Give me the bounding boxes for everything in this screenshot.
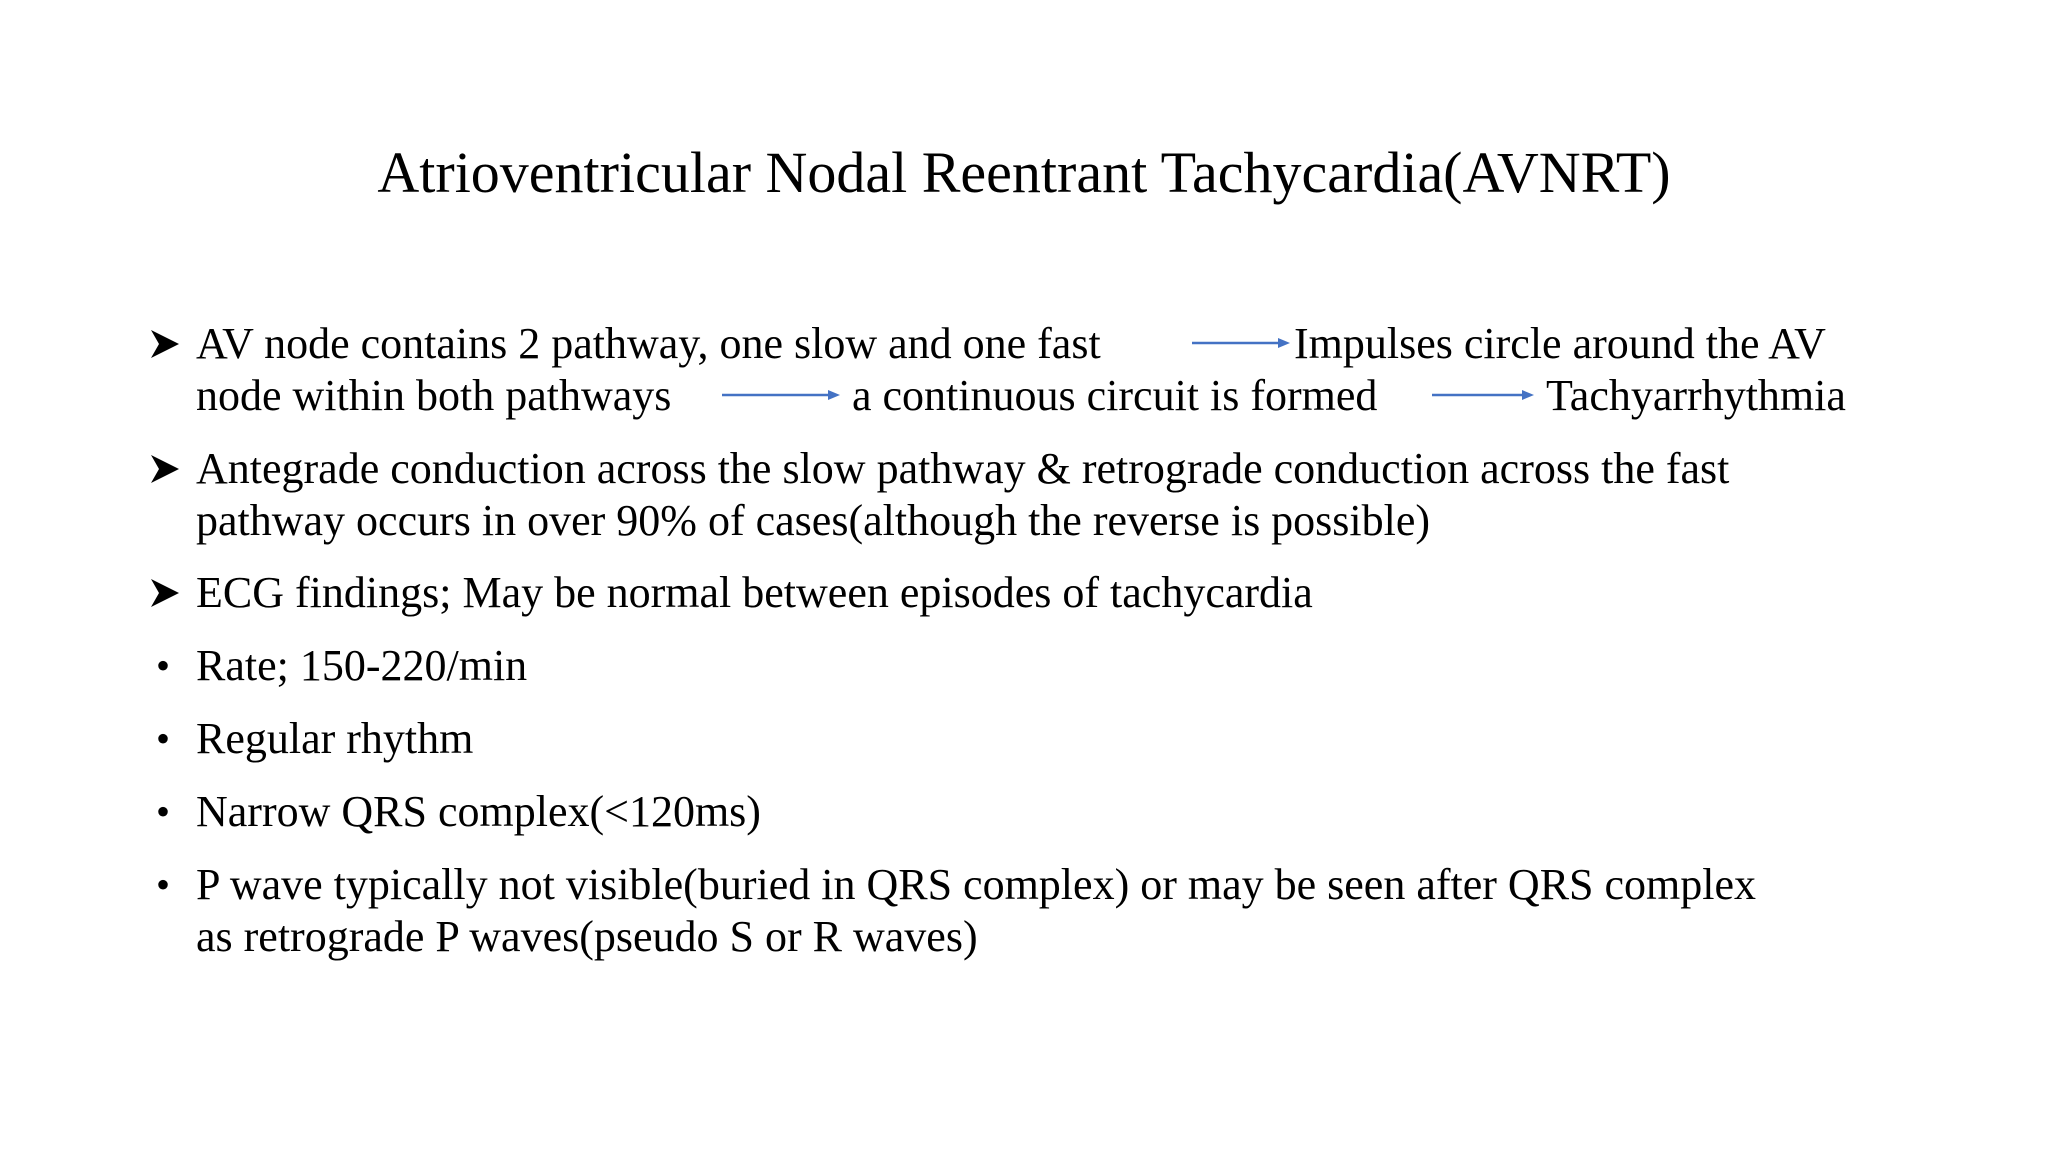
bullet-2-line-1: Antegrade conduction across the slow pathway & retrograde conduction across the fast [196,444,1730,493]
dot-bullet-icon: • [156,789,171,834]
slide-title: Atrioventricular Nodal Reentrant Tachycardia(AVNRT) [377,140,1671,205]
bullet-2-line-2: pathway occurs in over 90% of cases(although the reverse is possible) [196,496,1431,545]
bullet-4-line-1: Rate; 150-220/min [196,641,528,690]
dot-bullet-icon: • [156,643,171,688]
bullet-1-line-1-part-1: AV node contains 2 pathway, one slow and one fast [196,319,1101,368]
dot-bullet-icon: • [156,862,171,907]
flow-arrow-icon [1192,336,1292,350]
bullet-7-line-2: as retrograde P waves(pseudo S or R waves) [196,912,978,961]
arrowhead-bullet-icon [148,327,194,361]
bullet-1-line-2-part-3: Tachyarrhythmia [1546,371,1846,420]
bullet-3-line-1: ECG findings; May be normal between episodes of tachycardia [196,568,1313,617]
bullet-1-line-2-part-2: a continuous circuit is formed [852,371,1378,420]
bullet-6-line-1: Narrow QRS complex(<120ms) [196,787,761,836]
bullet-1-line-1-part-2: Impulses circle around the AV [1294,319,1826,368]
arrowhead-bullet-icon [148,452,194,486]
flow-arrow-icon [722,388,842,402]
dot-bullet-icon: • [156,716,171,761]
flow-arrow-icon [1432,388,1536,402]
bullet-1-line-2-part-1: node within both pathways [196,371,672,420]
arrowhead-bullet-icon [148,576,194,610]
bullet-5-line-1: Regular rhythm [196,714,474,763]
bullet-7-line-1: P wave typically not visible(buried in QRS complex) or may be seen after QRS complex [196,860,1757,909]
